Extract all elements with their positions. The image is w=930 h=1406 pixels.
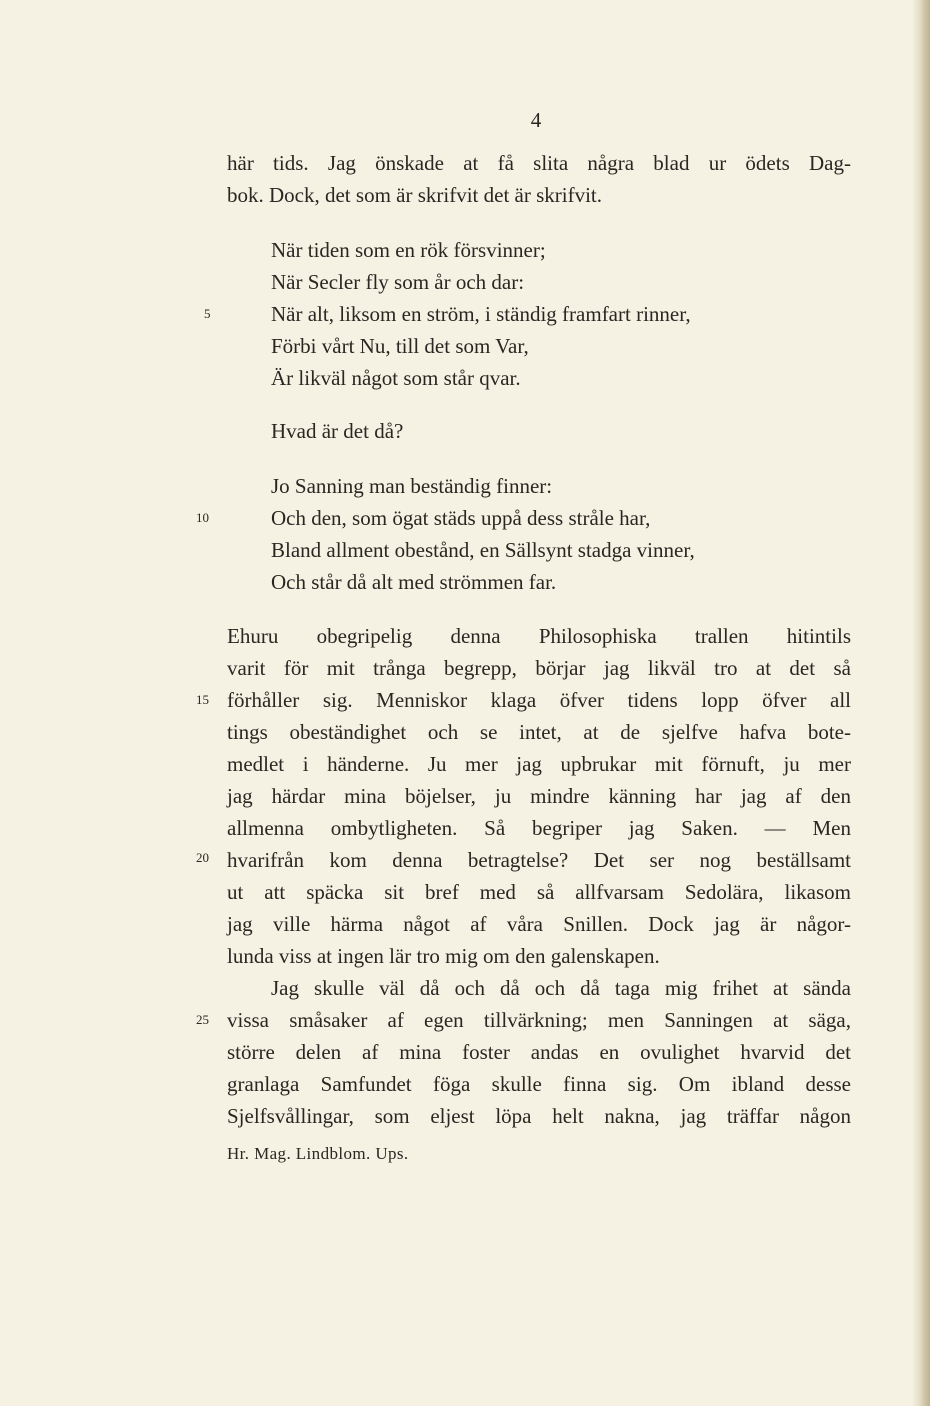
line-number: 25	[196, 1012, 209, 1027]
page-edge-shadow	[912, 0, 930, 1406]
verse-line: När Secler fly som år och dar:	[271, 270, 525, 294]
prose-line: Sjelfsvållingar, som eljest löpa helt nakna, jag träffar någon	[227, 1104, 851, 1128]
prose-line: tings obeständighet och se intet, at de sjelfve hafva bote-	[227, 720, 851, 744]
intro-line: bok. Dock, det som är skrifvit det är skrifvit.	[227, 183, 603, 207]
prose-line: allmenna ombytligheten. Så begriper jag Saken. — Men	[227, 816, 851, 840]
verse-line: Förbi vårt Nu, till det som Var,	[271, 334, 529, 358]
verse-line: Och står då alt med strömmen far.	[271, 570, 557, 594]
footer-note: Hr. Mag. Lindblom. Ups.	[227, 1144, 409, 1163]
line-number: 5	[204, 306, 211, 321]
verse-line: Är likväl något som står qvar.	[271, 366, 521, 390]
verse-line: När tiden som en rök försvinner;	[271, 238, 546, 262]
prose-line: granlaga Samfundet föga skulle finna sig. Om ibland desse	[227, 1072, 851, 1096]
prose-line: större delen af mina foster andas en ovulighet hvarvid det	[227, 1040, 851, 1064]
verse-line: Bland allment obestånd, en Sällsynt stadga vinner,	[271, 538, 695, 562]
line-number: 15	[196, 692, 209, 707]
prose-line: medlet i händerne. Ju mer jag upbrukar mit förnuft, ju mer	[227, 752, 851, 776]
prose-line: Jag skulle väl då och då och då taga mig frihet at sända	[271, 976, 851, 1000]
page-number: 4	[530, 108, 542, 132]
verse-question: Hvad är det då?	[271, 419, 404, 443]
prose-line: jag härdar mina böjelser, ju mindre känning har jag af den	[227, 784, 851, 808]
line-number: 10	[196, 510, 209, 525]
prose-line: ut att späcka sit bref med så allfvarsam Sedolära, likasom	[227, 880, 851, 904]
intro-line: här tids. Jag önskade at få slita några blad ur ödets Dag-	[227, 151, 851, 175]
prose-line: vissa småsaker af egen tillvärkning; men Sanningen at säga,	[227, 1008, 851, 1032]
prose-line: lunda viss at ingen lär tro mig om den galenskapen.	[227, 944, 660, 968]
line-number: 20	[196, 850, 209, 865]
verse-line: Jo Sanning man beständig finner:	[271, 474, 553, 498]
prose-line: förhåller sig. Menniskor klaga öfver tidens lopp öfver all	[227, 688, 851, 712]
verse-line: När alt, liksom en ström, i ständig framfart rinner,	[271, 302, 691, 326]
prose-line: varit för mit trånga begrepp, börjar jag likväl tro at det så	[227, 656, 851, 680]
prose-line: hvarifrån kom denna betragtelse? Det ser nog beställsamt	[227, 848, 851, 872]
prose-line: jag ville härma något af våra Snillen. Dock jag är någor-	[227, 912, 851, 936]
prose-line: Ehuru obegripelig denna Philosophiska trallen hitintils	[227, 624, 851, 648]
verse-line: Och den, som ögat städs uppå dess stråle har,	[271, 506, 651, 530]
